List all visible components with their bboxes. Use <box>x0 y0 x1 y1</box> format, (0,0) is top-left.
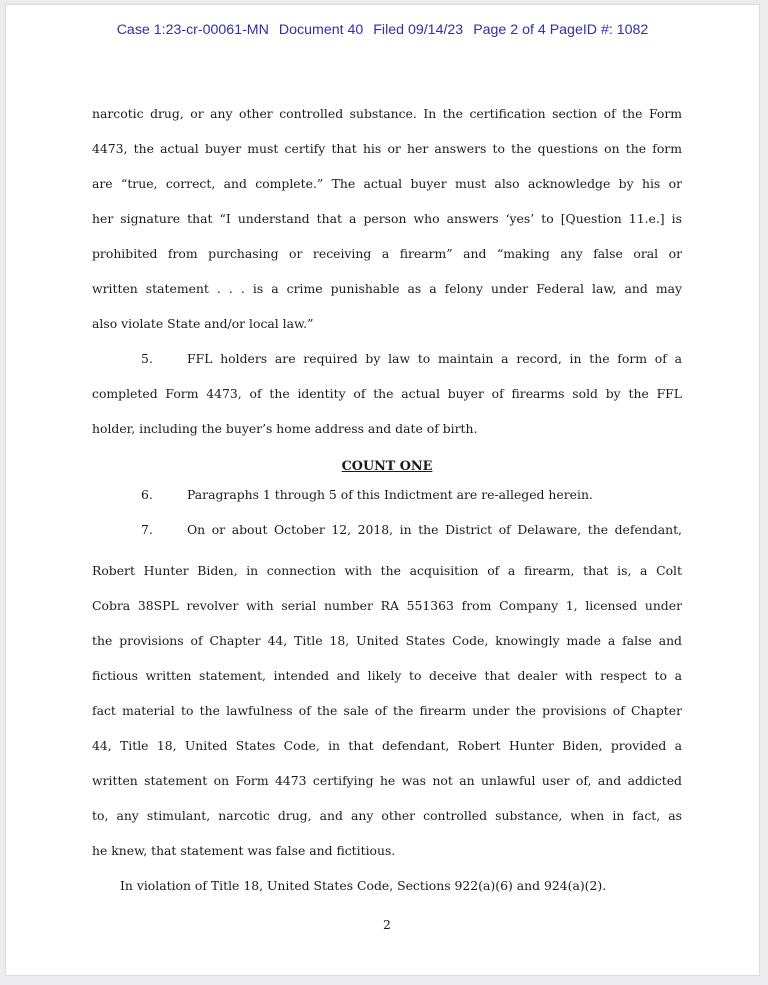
paragraph-number: 6. <box>141 487 153 502</box>
text-line: FFL holders are required by law to maintain a record, in the form of a <box>187 351 682 366</box>
text-line: also violate State and/or local law.” <box>92 316 314 331</box>
paragraph-number: 5. <box>141 351 153 366</box>
text-line: written statement . . . is a crime punishable as a felony under Federal law, and may <box>92 281 682 296</box>
text-line: completed Form 4473, of the identity of the actual buyer of firearms sold by the FFL <box>92 386 682 401</box>
text-line: holder, including the buyer’s home address and date of birth. <box>92 421 478 436</box>
text-line: are “true, correct, and complete.” The actual buyer must also acknowledge by his or <box>92 176 682 191</box>
page-number: 2 <box>383 917 391 932</box>
count-one-heading: COUNT ONE <box>341 459 433 474</box>
text-line: narcotic drug, or any other controlled substance. In the certification section of the Form <box>92 106 682 121</box>
text-line: to, any stimulant, narcotic drug, and any other controlled substance, when in fact, as <box>92 808 682 823</box>
text-line: Cobra 38SPL revolver with serial number RA 551363 from Company 1, licensed under <box>92 598 682 613</box>
filed-date: Filed 09/14/23 <box>373 22 464 38</box>
text-line: 44, Title 18, United States Code, in that defendant, Robert Hunter Biden, provided a <box>92 738 682 753</box>
case-filing-header <box>6 22 759 38</box>
text-line: the provisions of Chapter 44, Title 18, United States Code, knowingly made a false and <box>92 633 682 648</box>
text-line: 4473, the actual buyer must certify that his or her answers to the questions on the form <box>92 141 682 156</box>
text-line: he knew, that statement was false and fictitious. <box>92 843 396 858</box>
text-line: her signature that “I understand that a person who answers ‘yes’ to [Question 11.e.] is <box>92 211 682 226</box>
case-number: Case 1:23-cr-00061-MN <box>116 22 269 38</box>
text-line: prohibited from purchasing or receiving a firearm” and “making any false oral or <box>92 246 682 261</box>
text-line: fictious written statement, intended and likely to deceive that dealer with respect to a <box>92 668 682 683</box>
text-line: written statement on Form 4473 certifying he was not an unlawful user of, and addicted <box>92 773 682 788</box>
document-page <box>5 4 760 976</box>
violation-statement: In violation of Title 18, United States Code, Sections 922(a)(6) and 924(a)(2). <box>120 878 607 893</box>
text-line: Robert Hunter Biden, in connection with the acquisition of a firearm, that is, a Colt <box>92 563 682 578</box>
document-number: Document 40 <box>278 22 364 38</box>
text-line: Paragraphs 1 through 5 of this Indictment are re-alleged herein. <box>187 487 593 502</box>
page-id: Page 2 of 4 PageID #: 1082 <box>473 22 649 38</box>
paragraph-number: 7. <box>141 522 153 537</box>
text-line: fact material to the lawfulness of the sale of the firearm under the provisions of Chapter <box>92 703 682 718</box>
text-line: On or about October 12, 2018, in the District of Delaware, the defendant, <box>187 522 682 537</box>
